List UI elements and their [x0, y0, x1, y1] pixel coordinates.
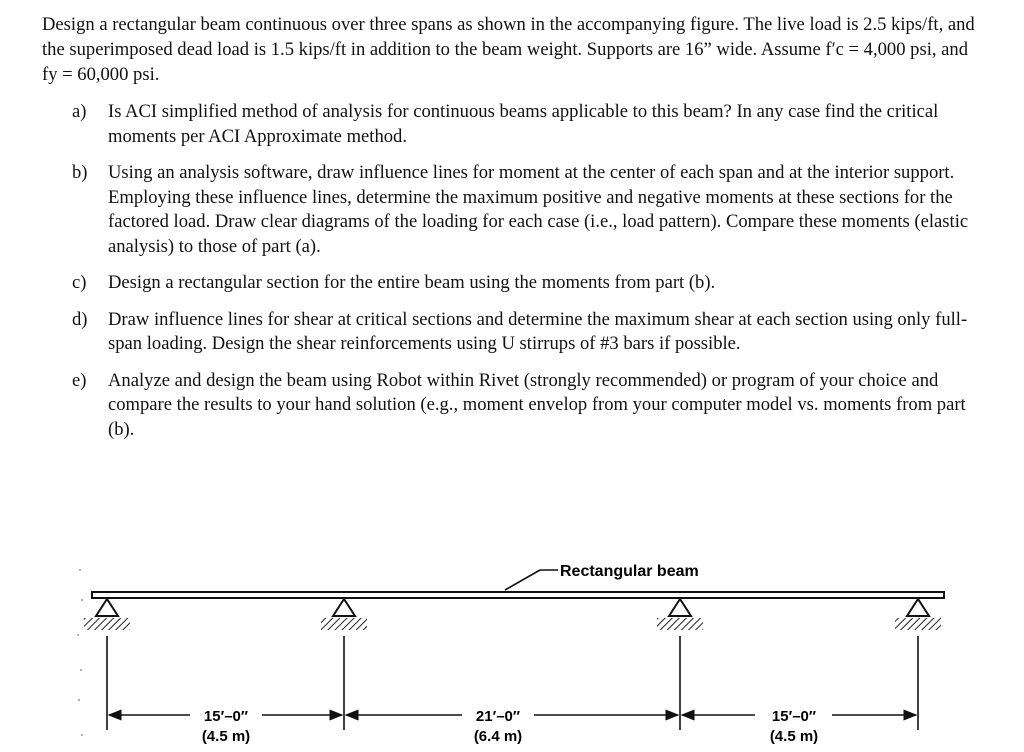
part-letter: c): [72, 272, 87, 293]
beam-label: Rectangular beam: [560, 563, 699, 580]
part-b: [72, 161, 982, 259]
part-d: [72, 308, 982, 357]
part-letter: a): [72, 101, 87, 122]
span-2-length: 21′–0″: [475, 708, 521, 725]
part-text: Design a rectangular section for the entire beam using the moments from part (b).: [108, 272, 716, 293]
beam-label-leader: [505, 570, 558, 590]
part-letter: b): [72, 162, 88, 183]
span-1-metric: (4.5 m): [201, 728, 251, 745]
part-text: Is ACI simplified method of analysis for continuous beams applicable to this beam? In any case find the critical moments per ACI Approximate method.: [108, 101, 939, 147]
beam-diagram: [0, 540, 1024, 752]
support-1: [84, 599, 130, 730]
span-1-length: 15′–0″: [203, 708, 249, 725]
span-2-metric: (6.4 m): [473, 728, 523, 745]
span-3-metric: (4.5 m): [769, 728, 819, 745]
part-letter: e): [72, 369, 87, 391]
support-3: [657, 599, 703, 730]
support-2: [321, 599, 367, 730]
part-text: Draw influence lines for shear at critical sections and determine the maximum shear at each section using only full-span loading. Design the shear reinforcements using U stirrups of #3 bars if possible.: [108, 308, 968, 354]
intro-text: Design a rectangular beam continuous over three spans as shown in the accompanying figure. The live load is 2.5 kips/ft, and the superimposed dead load is 1.5 kips/ft in addition to the beam weight. Supports are 16” wide. Assume f′c = 4,000 psi, and fy = 60,000 psi.: [42, 14, 975, 85]
part-text: Using an analysis software, draw influence lines for moment at the center of each span and at the interior support. Employing these influence lines, determine the maximum positive and negative moments at these sections for the factored load. Draw clear diagrams of the loading for each case (i.e., load pattern). Compare these moments (elastic analysis) to those of part (a).: [108, 162, 969, 257]
part-c: [72, 271, 982, 296]
beam: [92, 592, 944, 598]
scan-edge-noise: [77, 569, 83, 736]
problem-parts-list: [72, 100, 982, 454]
problem-statement: [42, 12, 982, 87]
part-e: [72, 369, 982, 443]
part-text: Analyze and design the beam using Robot within Rivet (strongly recommended) or program of your choice and compare the results to your hand solution (e.g., moment envelop from your computer model vs. moments from part (b).: [108, 369, 966, 440]
part-letter: d): [72, 308, 88, 330]
span-3-length: 15′–0″: [771, 708, 817, 725]
part-a: [72, 100, 982, 149]
support-4: [895, 599, 941, 730]
beam-figure: [0, 540, 1024, 752]
